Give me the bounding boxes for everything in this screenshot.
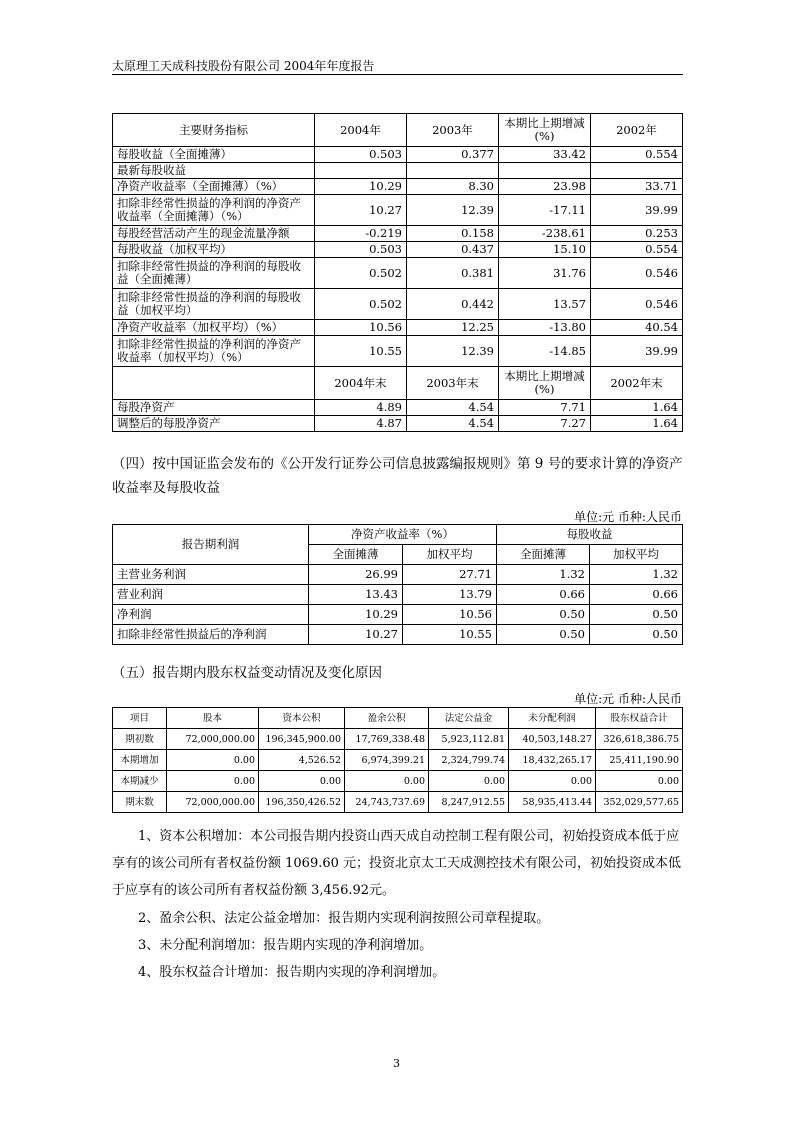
cell-value: 40.54: [591, 320, 683, 336]
note-paragraph: 1、资本公积增加：本公司报告期内投资山西天成自动控制工程有限公司，初始投资成本低于应享有的该公司所有者权益份额 1069.60 元；投资北京太工天成测控技术有限公司，初始投资成本低于应享有的该公司所有者权益份额 3,456.92元。: [112, 829, 682, 898]
cell-value: 17,769,338.48: [345, 729, 429, 750]
cell-value: 0.546: [591, 258, 683, 289]
table-row: [113, 179, 683, 195]
cell-value: -13.80: [499, 320, 591, 336]
section4-text: （四）按中国证监会发布的《公开发行证券公司信息披露编报规则》第 9 号的要求计算的净资产收益率及每股收益: [112, 456, 683, 496]
table-row: [113, 605, 683, 625]
header-rule: [112, 74, 683, 75]
cell-value: 10.55: [315, 336, 407, 367]
cell-value: 39.99: [591, 195, 683, 226]
table-row: [113, 147, 683, 163]
cell-value: 352,029,577.65: [596, 792, 683, 813]
roe-group-header: 净资产收益率（%）: [309, 525, 497, 545]
cell-value: 6,974,399.21: [345, 750, 429, 771]
row-label: 扣除非经常性损益的净利润的净资产收益率（加权平均）（%）: [113, 336, 315, 367]
cell-value: 0.00: [345, 771, 429, 792]
cell-value: 12.39: [407, 336, 499, 367]
cell-value: 15.10: [499, 242, 591, 258]
row-label: 净利润: [113, 605, 309, 625]
row-label: [113, 367, 315, 400]
page-number: 3: [393, 1057, 400, 1070]
cell-value: 23.98: [499, 179, 591, 195]
cell-value: 326,618,386.75: [596, 729, 683, 750]
cell-value: 本期比上期增减(%): [499, 367, 591, 400]
row-label: 最新每股收益: [113, 163, 315, 179]
table-row: [113, 771, 683, 792]
table-row: [113, 195, 683, 226]
cell-value: 0.502: [315, 289, 407, 320]
cell-value: 24,743,737.69: [345, 792, 429, 813]
row-label: 扣除非经常性损益后的净利润: [113, 625, 309, 645]
cell-value: 72,000,000.00: [167, 729, 259, 750]
cell-value: 25,411,190.90: [596, 750, 683, 771]
cell-value: 10.29: [309, 605, 403, 625]
row-label: 每股净资产: [113, 400, 315, 416]
sub-header: 加权平均: [403, 545, 497, 565]
cell-value: 0.50: [497, 605, 590, 625]
row-label: 期末数: [113, 792, 167, 813]
table-row: [113, 163, 683, 179]
row-label: 扣除非经常性损益的净利润的净资产收益率（全面摊薄）（%）: [113, 195, 315, 226]
cell-value: 资本公积: [259, 708, 345, 729]
row-label: 扣除非经常性损益的净利润的每股收益（加权平均）: [113, 289, 315, 320]
sub-header: 全面摊薄: [309, 545, 403, 565]
cell-value: 0.66: [497, 585, 590, 605]
cell-value: 196,350,426.52: [259, 792, 345, 813]
row-label: 净资产收益率（加权平均）（%）: [113, 320, 315, 336]
cell-value: 18,432,265.17: [509, 750, 596, 771]
cell-value: -0.219: [315, 226, 407, 242]
table-row: [113, 289, 683, 320]
row-label: 营业利润: [113, 585, 309, 605]
cell-value: 72,000,000.00: [167, 792, 259, 813]
cell-value: 0.442: [407, 289, 499, 320]
table-row: [113, 258, 683, 289]
table-row: [113, 416, 683, 432]
table-row: [113, 336, 683, 367]
cell-value: 13.43: [309, 585, 403, 605]
cell-value: 0.554: [591, 242, 683, 258]
cell-value: 33.42: [499, 147, 591, 163]
cell-value: 2003年末: [407, 367, 499, 400]
cell-value: 26.99: [309, 565, 403, 585]
cell-value: 2003年: [407, 114, 499, 147]
cell-value: 1.32: [590, 565, 683, 585]
cell-value: 0.50: [590, 605, 683, 625]
cell-value: 0.00: [167, 750, 259, 771]
cell-value: 0.00: [509, 771, 596, 792]
header-row: [113, 367, 683, 400]
cell-value: 股本: [167, 708, 259, 729]
cell-value: 4.89: [315, 400, 407, 416]
table-row: [113, 729, 683, 750]
row-label: 本期减少: [113, 771, 167, 792]
cell-value: 10.56: [403, 605, 497, 625]
cell-value: -14.85: [499, 336, 591, 367]
cell-value: 10.27: [309, 625, 403, 645]
section5-unit: 单位:元 币种:人民币: [574, 692, 682, 706]
cell-value: 股东权益合计: [596, 708, 683, 729]
cell-value: 8.30: [407, 179, 499, 195]
cell-value: [499, 163, 591, 179]
sub-header: 全面摊薄: [497, 545, 590, 565]
eps-group-header: 每股收益: [497, 525, 683, 545]
cell-value: 13.57: [499, 289, 591, 320]
cell-value: 4.54: [407, 416, 499, 432]
table-row: [113, 242, 683, 258]
cell-value: 7.71: [499, 400, 591, 416]
row-label: 主要财务指标: [113, 114, 315, 147]
cell-value: 10.27: [315, 195, 407, 226]
cell-value: 10.56: [315, 320, 407, 336]
header-row: [113, 708, 683, 729]
cell-value: 196,345,900.00: [259, 729, 345, 750]
cell-value: 法定公益金: [429, 708, 509, 729]
roe-eps-table: [112, 524, 683, 645]
document-header: 太原理工天成科技股份有限公司 2004年年度报告: [112, 59, 375, 73]
cell-value: 7.27: [499, 416, 591, 432]
row-label: 项目: [113, 708, 167, 729]
table-row: [113, 565, 683, 585]
cell-value: 0.381: [407, 258, 499, 289]
cell-value: 0.00: [167, 771, 259, 792]
table-row: [113, 400, 683, 416]
row-label: 每股收益（全面摊薄）: [113, 147, 315, 163]
cell-value: 58,935,413.44: [509, 792, 596, 813]
cell-value: [315, 163, 407, 179]
table-row: [113, 226, 683, 242]
row-label: 主营业务利润: [113, 565, 309, 585]
cell-value: 1.64: [591, 400, 683, 416]
cell-value: 1.64: [591, 416, 683, 432]
financial-indicators-table: [112, 113, 683, 432]
cell-value: 0.158: [407, 226, 499, 242]
cell-value: 27.71: [403, 565, 497, 585]
note-paragraph: 4、股东权益合计增加：报告期内实现的净利润增加。: [138, 965, 446, 980]
cell-value: 0.66: [590, 585, 683, 605]
cell-value: 0.437: [407, 242, 499, 258]
cell-value: 4.54: [407, 400, 499, 416]
cell-value: 39.99: [591, 336, 683, 367]
cell-value: 0.377: [407, 147, 499, 163]
sub-header: 加权平均: [590, 545, 683, 565]
header-row: [113, 114, 683, 147]
cell-value: 10.29: [315, 179, 407, 195]
cell-value: 4.87: [315, 416, 407, 432]
cell-value: -17.11: [499, 195, 591, 226]
cell-value: 2,324,799.74: [429, 750, 509, 771]
row-label: 每股经营活动产生的现金流量净额: [113, 226, 315, 242]
cell-value: 12.39: [407, 195, 499, 226]
cell-value: 1.32: [497, 565, 590, 585]
equity-change-table: [112, 707, 683, 813]
row-label: 扣除非经常性损益的净利润的每股收益（全面摊薄）: [113, 258, 315, 289]
cell-value: 33.71: [591, 179, 683, 195]
cell-value: 2004年: [315, 114, 407, 147]
cell-value: 4,526.52: [259, 750, 345, 771]
cell-value: 0.253: [591, 226, 683, 242]
cell-value: [591, 163, 683, 179]
cell-value: 13.79: [403, 585, 497, 605]
cell-value: 0.00: [259, 771, 345, 792]
cell-value: 31.76: [499, 258, 591, 289]
cell-value: 盈余公积: [345, 708, 429, 729]
cell-value: 2002年末: [591, 367, 683, 400]
cell-value: 2004年末: [315, 367, 407, 400]
cell-value: 10.55: [403, 625, 497, 645]
profit-header: 报告期利润: [113, 525, 309, 565]
table-row: [113, 320, 683, 336]
table-row: [113, 750, 683, 771]
note-paragraph: 3、未分配利润增加：报告期内实现的净利润增加。: [138, 938, 433, 953]
section4-unit: 单位:元 币种:人民币: [574, 510, 682, 524]
cell-value: 0.50: [497, 625, 590, 645]
cell-value: 0.502: [315, 258, 407, 289]
row-label: 净资产收益率（全面摊薄）（%）: [113, 179, 315, 195]
row-label: 调整后的每股净资产: [113, 416, 315, 432]
cell-value: 本期比上期增减(%): [499, 114, 591, 147]
cell-value: 0.00: [429, 771, 509, 792]
cell-value: 未分配利润: [509, 708, 596, 729]
section5-text: （五）报告期内股东权益变动情况及变化原因: [112, 665, 382, 681]
row-label: 本期增加: [113, 750, 167, 771]
table-row: [113, 585, 683, 605]
cell-value: 5,923,112.81: [429, 729, 509, 750]
cell-value: -238.61: [499, 226, 591, 242]
cell-value: 12.25: [407, 320, 499, 336]
cell-value: 0.503: [315, 242, 407, 258]
row-label: 每股收益（加权平均）: [113, 242, 315, 258]
cell-value: 0.546: [591, 289, 683, 320]
cell-value: [407, 163, 499, 179]
cell-value: 0.00: [596, 771, 683, 792]
note-paragraph: 2、盈余公积、法定公益金增加：报告期内实现利润按照公司章程提取。: [138, 911, 550, 926]
cell-value: 0.50: [590, 625, 683, 645]
row-label: 期初数: [113, 729, 167, 750]
cell-value: 8,247,912.55: [429, 792, 509, 813]
cell-value: 0.503: [315, 147, 407, 163]
cell-value: 0.554: [591, 147, 683, 163]
cell-value: 40,503,148.27: [509, 729, 596, 750]
table-row: [113, 625, 683, 645]
cell-value: 2002年: [591, 114, 683, 147]
table-row: [113, 792, 683, 813]
